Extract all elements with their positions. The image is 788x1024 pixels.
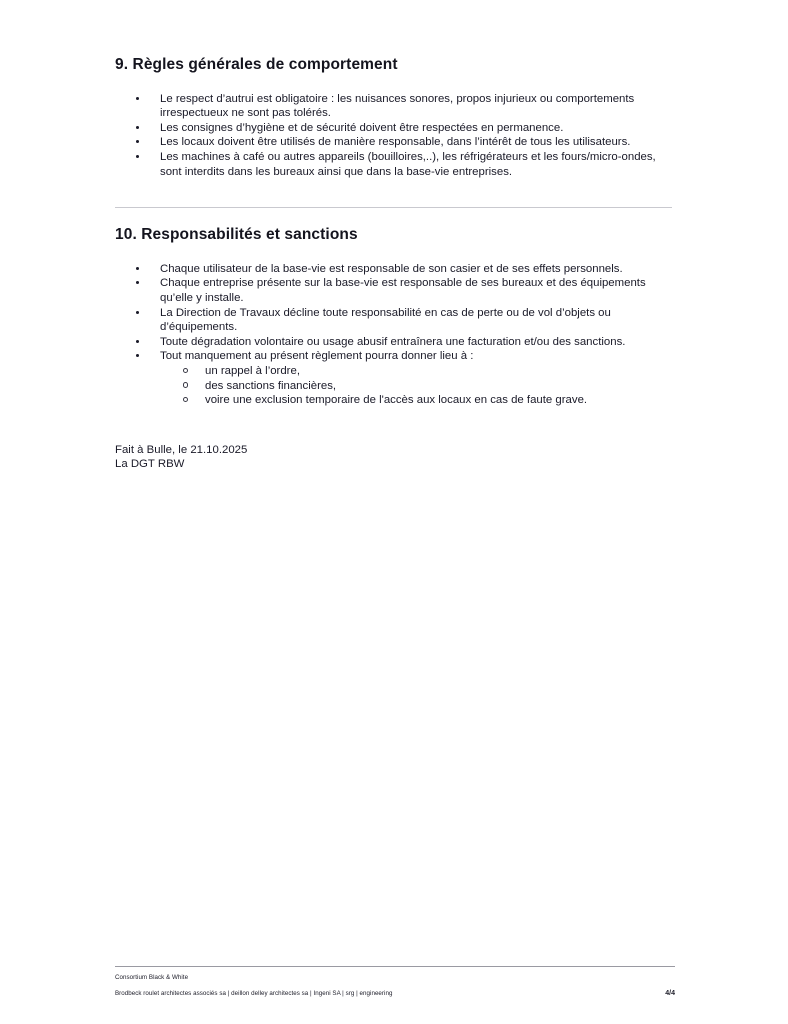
bullet-marker-icon: [136, 276, 146, 291]
sub-list-item-text: des sanctions financières,: [205, 379, 337, 392]
list-item-text: Toute dégradation volontaire ou usage abusif entraînera une facturation et/ou des sanctions.: [160, 335, 626, 348]
sub-bullet-marker-icon: [183, 393, 193, 408]
list-item: [115, 335, 673, 350]
section-10-bullet-list: [115, 262, 673, 364]
section-10-sub-list: [115, 364, 673, 408]
bullet-marker-icon: [136, 349, 146, 364]
signature-author: La DGT RBW: [115, 458, 185, 471]
section-heading-10: 10. Responsabilités et sanctions: [115, 226, 358, 244]
spacer: [115, 245, 673, 262]
spacer: [115, 75, 673, 92]
footer-divider: [115, 966, 675, 967]
list-item-text: Les locaux doivent être utilisés de manière responsable, dans l’intérêt de tous les utilisateurs.: [160, 136, 631, 149]
section-9-bullet-list: [115, 92, 673, 180]
bullet-marker-icon: [136, 306, 146, 321]
spacer: [115, 179, 673, 207]
sub-list-item: [115, 364, 673, 379]
list-item: [115, 306, 673, 335]
list-item: [115, 276, 673, 305]
footer-row: [115, 989, 675, 998]
bullet-marker-icon: [136, 135, 146, 150]
list-item-text: Les machines à café ou autres appareils (bouilloires,..), les réfrigérateurs et les fours/micro-ondes, sont interdits dans les bureaux ainsi que dans la base-vie entreprises.: [160, 150, 656, 178]
list-item-text: Chaque utilisateur de la base-vie est responsable de son casier et de ses effets personnels.: [160, 262, 623, 275]
footer-firms-list: Brodbeck roulet architectes associés sa | deillon delley architectes sa | Ingeni SA | srg | engineering: [115, 990, 393, 997]
sub-list-item-text: un rappel à l’ordre,: [205, 364, 300, 377]
signature-block: [115, 443, 673, 472]
bullet-marker-icon: [136, 92, 146, 107]
list-item: [115, 92, 673, 121]
signature-place-date: Fait à Bulle, le 21.10.2025: [115, 443, 248, 456]
page-number: 4/4: [665, 990, 675, 997]
list-item: [115, 135, 673, 150]
bullet-marker-icon: [136, 335, 146, 350]
list-item-text: Le respect d’autrui est obligatoire : les nuisances sonores, propos injurieux ou comportements irrespectueux ne sont pas tolérés.: [160, 92, 635, 120]
bullet-marker-icon: [136, 262, 146, 277]
bullet-marker-icon: [136, 150, 146, 165]
list-item-text: Chaque entreprise présente sur la base-vie est responsable de ses bureaux et des équipements qu’elle y installe.: [160, 277, 646, 304]
sub-list-item-text: voire une exclusion temporaire de l'accès aux locaux en cas de faute grave.: [205, 394, 588, 407]
section-heading-9: 9. Règles générales de comportement: [115, 56, 398, 73]
sub-list-item: [115, 379, 673, 394]
list-item: [115, 349, 673, 364]
footer-consortium-name: Consortium Black & White: [115, 974, 189, 981]
sub-list-item: [115, 393, 673, 408]
spacer: [115, 408, 673, 443]
list-item: [115, 150, 673, 179]
sub-bullet-marker-icon: [183, 364, 193, 379]
page-footer: [115, 966, 675, 998]
list-item-text: La Direction de Travaux décline toute responsabilité en cas de perte ou de vol d’objets ou d’équipements.: [160, 306, 611, 334]
list-item-text: Tout manquement au présent règlement pourra donner lieu à :: [160, 350, 474, 363]
bullet-marker-icon: [136, 121, 146, 136]
sub-bullet-marker-icon: [183, 379, 193, 394]
list-item: [115, 262, 673, 277]
list-item-text: Les consignes d’hygiène et de sécurité doivent être respectées en permanence.: [160, 121, 564, 134]
list-item: [115, 121, 673, 136]
document-body: [115, 56, 673, 472]
spacer: [115, 208, 673, 226]
